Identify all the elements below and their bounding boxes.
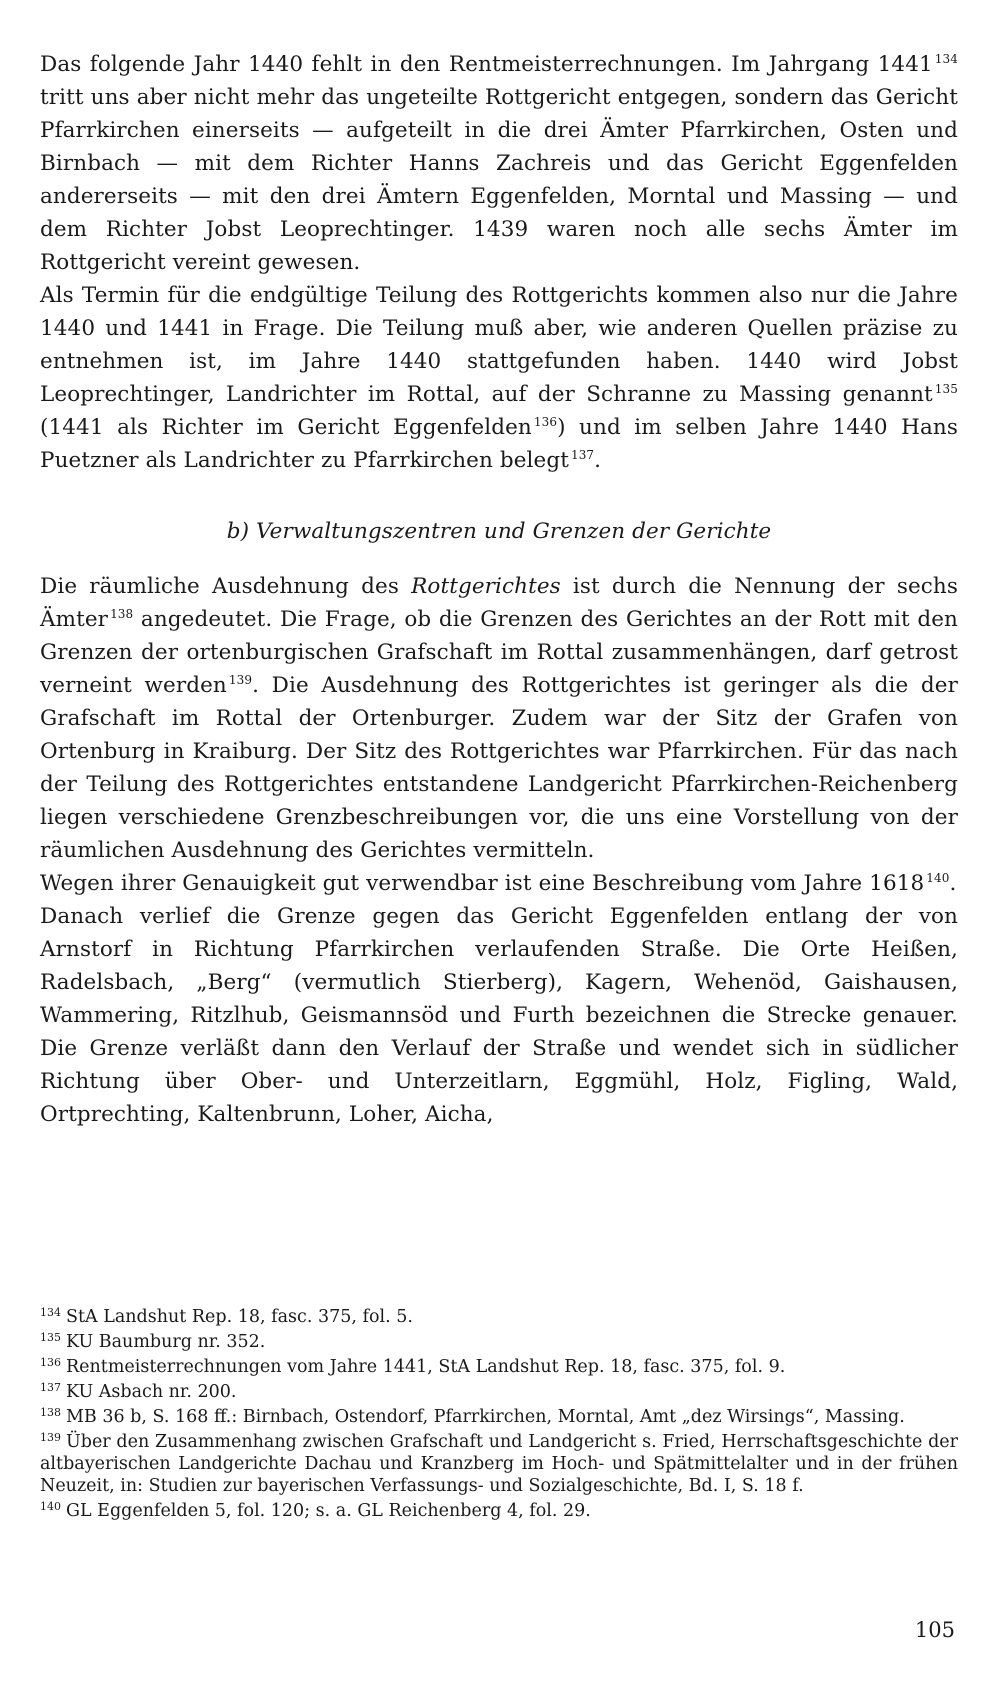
paragraph-2 (40, 279, 958, 477)
footnote-text: KU Asbach nr. 200. (66, 1382, 237, 1402)
footnote-text: Rentmeisterrechnungen vom Jahre 1441, StA Landshut Rep. 18, fasc. 375, fol. 9. (66, 1357, 786, 1377)
text-run: (1441 als Richter im Gericht Eggenfelden (40, 415, 532, 440)
text-run: Wegen ihrer Genauigkeit gut verwendbar ist eine Beschreibung vom Jahre 1618 (40, 871, 925, 896)
text-run: . (594, 448, 602, 473)
footnote-140 (40, 1500, 958, 1522)
footnote-number: 139 (40, 1431, 61, 1444)
paragraph-1 (40, 48, 958, 279)
footnote-number: 138 (40, 1406, 61, 1419)
text-run: ist durch die Nennung der sechs Ämter (40, 574, 958, 632)
footnote-ref-139[interactable]: 139 (228, 673, 253, 687)
paragraph-3 (40, 570, 958, 867)
footnote-139 (40, 1431, 958, 1497)
footnote-137 (40, 1381, 958, 1403)
footnote-text: GL Eggenfelden 5, fol. 120; s. a. GL Reichenberg 4, fol. 29. (66, 1501, 591, 1521)
text-run: Die räumliche Ausdehnung des (40, 574, 412, 599)
footnote-ref-134[interactable]: 134 (934, 52, 958, 66)
text-run: Als Termin für die endgültige Teilung des Rottgerichts kommen also nur die Jahre 1440 und 1441 in Frage. Die Teilung muß aber, wie anderen Quellen präzise zu entnehmen ist, im Jahre 1440 stattgefunden haben. 1440 wird Jobst Leoprechtinger, Landrichter im Rottal, auf der Schranne zu Massing genannt (40, 283, 958, 407)
footnotes (40, 1306, 958, 1525)
emphasis-text: Rottgerichtes (411, 574, 561, 599)
footnote-ref-135[interactable]: 135 (934, 382, 958, 396)
footnote-136 (40, 1356, 958, 1378)
footnote-number: 135 (40, 1331, 61, 1344)
footnote-text: StA Landshut Rep. 18, fasc. 375, fol. 5. (66, 1307, 413, 1327)
paragraph-5: Danach verlief die Grenze gegen das Gericht Eggenfelden entlang der von Arnstorf in Richtung Pfarrkirchen verlaufenden Straße. Die Orte Heißen, Radelsbach, „Berg“ (vermutlich Stierberg), Kagern, Wehenöd, Gaishausen, Wammering, Ritzlhub, Geismannsöd und Furth bezeichnen die Strecke genauer. Die Grenze verläßt dann den Verlauf der Straße und wendet sich in südlicher Richtung über Ober- und Unterzeitlarn, Eggmühl, Holz, Figling, Wald, Ortprechting, Kaltenbrunn, Loher, Aicha, (40, 904, 958, 1127)
page-number: 105 (914, 1618, 955, 1642)
footnote-ref-136[interactable]: 136 (533, 415, 558, 429)
footnote-134 (40, 1306, 958, 1328)
footnote-ref-137[interactable]: 137 (570, 448, 595, 462)
paragraph-4 (40, 867, 958, 900)
footnote-text: MB 36 b, S. 168 ff.: Birnbach, Ostendorf, Pfarrkirchen, Morntal, Amt „dez Wirsings“, Massing. (66, 1407, 905, 1427)
footnote-number: 140 (40, 1500, 61, 1513)
footnote-ref-140[interactable]: 140 (926, 871, 950, 885)
text-run: Das folgende Jahr 1440 fehlt in den Rentmeisterrechnungen. Im Jahrgang 1441 (40, 52, 933, 77)
text-run: ) und im selben Jahre 1440 Hans Puetzner als Landrichter zu Pfarrkirchen belegt (40, 415, 958, 473)
text-run: . (949, 871, 957, 896)
text-run: angedeutet. Die Frage, ob die Grenzen des Gerichtes an der Rott mit den Grenzen der ortenburgischen Grafschaft im Rottal zusammenhängen, darf getrost verneint werden (40, 607, 958, 698)
text-run: . Die Ausdehnung des Rottgerichtes ist geringer als die der Grafschaft im Rottal der Ortenburger. Zudem war der Sitz der Grafen von Ortenburg in Kraiburg. Der Sitz des Rottgerichtes war Pfarrkirchen. Für das nach der Teilung des Rottgerichtes entstandene Landgericht Pfarrkirchen-Reichenberg liegen verschiedene Grenzbeschreibungen vor, die uns eine Vorstellung von der räumlichen Ausdehnung des Gerichtes vermitteln. (40, 673, 959, 863)
footnote-138 (40, 1406, 958, 1428)
section-heading: b) Verwaltungszentren und Grenzen der Gerichte (226, 519, 772, 544)
footnote-ref-138[interactable]: 138 (110, 607, 134, 621)
footnote-number: 136 (40, 1356, 61, 1369)
footnote-135 (40, 1331, 958, 1353)
footnote-text: Über den Zusammenhang zwischen Grafschaft und Landgericht s. Fried, Herrschaftsgeschichte der altbayerischen Landgerichte Dachau und Kranzberg im Hoch- und Spätmittelalter und in der frühen Neuzeit, in: Studien zur bayerischen Verfassungs- und Sozialgeschichte, Bd. I, S. 18 f. (40, 1432, 958, 1496)
body-text (40, 48, 958, 1131)
footnote-text: KU Baumburg nr. 352. (66, 1332, 266, 1352)
footnote-number: 134 (40, 1306, 61, 1319)
footnote-number: 137 (40, 1381, 61, 1394)
text-run: tritt uns aber nicht mehr das ungeteilte Rottgericht entgegen, sondern das Gericht Pfarrkirchen einerseits — aufgeteilt in die drei Ämter Pfarrkirchen, Osten und Birnbach — mit dem Richter Hanns Zachreis und das Gericht Eggenfelden andererseits — mit den drei Ämtern Eggenfelden, Morntal und Massing — und dem Richter Jobst Leoprechtinger. 1439 waren noch alle sechs Ämter im Rottgericht vereint gewesen. (40, 85, 958, 275)
